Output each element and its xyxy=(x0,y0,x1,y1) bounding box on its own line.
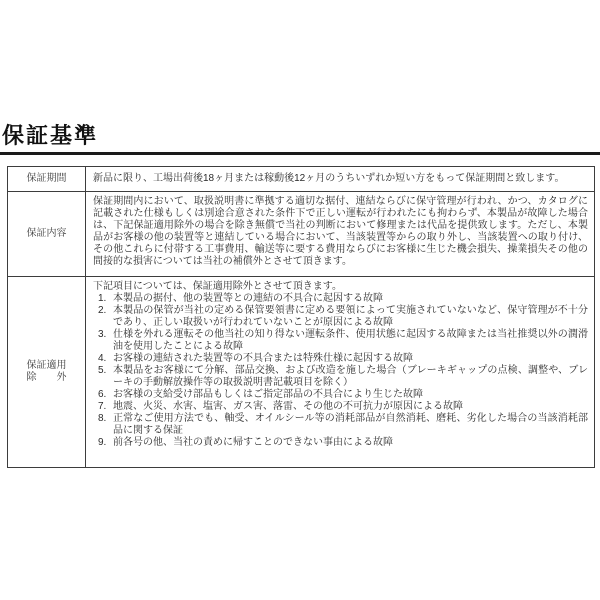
item-text: 前各号の他、当社の責めに帰すことのできない事由による故障 xyxy=(113,437,393,448)
item-text: 本製品の据付、他の装置等との連結の不具合に起因する故障 xyxy=(113,293,383,304)
exclusion-item-7 xyxy=(98,401,588,413)
item-text: 本製品をお客様にて分解、部品交換、および改造を施した場合（ブレーキギャップの点検、調整や、ブレーキの手動解放操作等の取扱説明書記載項目を除く） xyxy=(113,365,588,388)
exclusion-item-2 xyxy=(98,305,588,329)
table-row-warranty-period xyxy=(8,167,594,191)
title-divider-rule xyxy=(0,152,600,155)
row-label-warranty-period xyxy=(8,167,86,191)
row-label-line2: 除 外 xyxy=(26,372,67,383)
exclusions-list xyxy=(93,293,588,449)
exclusion-item-4 xyxy=(98,353,588,365)
row-content-warranty-period xyxy=(86,167,594,191)
row-content-warranty-coverage xyxy=(86,192,594,276)
item-number: 4. xyxy=(98,353,107,364)
exclusion-item-9 xyxy=(98,437,588,449)
exclusion-item-5 xyxy=(98,365,588,389)
item-number: 3. xyxy=(98,329,107,340)
warranty-coverage-text: 保証期間内において、取扱説明書に準拠する適切な据付、連結ならびに保守管理が行われ、かつ、カタログに記載された仕様もしくは別途合意された条件下で正しい運転が行われたにも拘わらず、本製品が故障した場合は、下記保証適用除外の場合を除き無償で当社の判断において修理または代品を提供致します。ただし、本製品がお客様の他の装置等と連結している場合において、当該装置等からの取り外し、当該装置への取り付け、その他これらに付帯する工事費用、輸送等に要する費用ならびにお客様に生じた機会損失、操業損失その他の間接的な損害については当社の補償外とさせて頂きます。 xyxy=(93,196,588,267)
item-number: 5. xyxy=(98,365,107,376)
item-text: 本製品の保管が当社の定める保管要領書に定める要領によって実施されていないなど、保守管理が不十分であり、正しい取扱いが行われていないことが原因による故障 xyxy=(113,305,588,328)
table-row-warranty-exclusions xyxy=(8,276,594,467)
item-number: 2. xyxy=(98,305,107,316)
item-number: 9. xyxy=(98,437,107,448)
item-text: 仕様を外れる運転その他当社の知り得ない運転条件、使用状態に起因する故障または当社推奨以外の潤滑油を使用したことによる故障 xyxy=(113,329,588,352)
item-text: お客様の支給受け部品もしくはご指定部品の不具合により生じた故障 xyxy=(113,389,423,400)
exclusions-intro: 下記項目については、保証適用除外とさせて頂きます。 xyxy=(93,281,342,292)
row-label-warranty-coverage xyxy=(8,192,86,276)
item-number: 1. xyxy=(98,293,107,304)
item-number: 8. xyxy=(98,413,107,424)
item-text: 正常なご使用方法でも、軸受、オイルシール等の消耗部品が自然消耗、磨耗、劣化した場合の当該消耗部品に関する保証 xyxy=(113,413,588,436)
row-label-warranty-exclusions xyxy=(8,277,86,467)
warranty-period-text: 新品に限り、工場出荷後18ヶ月または稼動後12ヶ月のうちいずれか短い方をもって保証期間と致します。 xyxy=(93,173,565,184)
row-label-text: 保証期間 xyxy=(26,173,67,184)
warranty-table xyxy=(7,166,595,468)
exclusion-item-1 xyxy=(98,293,588,305)
item-number: 6. xyxy=(98,389,107,400)
item-text: お客様の連結された装置等の不具合または特殊仕様に起因する故障 xyxy=(113,353,413,364)
row-label-text: 保証内容 xyxy=(26,228,67,239)
exclusion-item-6 xyxy=(98,389,588,401)
item-number: 7. xyxy=(98,401,107,412)
item-text: 地震、火災、水害、塩害、ガス害、落雷、その他の不可抗力が原因による故障 xyxy=(113,401,463,412)
exclusion-item-8 xyxy=(98,413,588,437)
exclusion-item-3 xyxy=(98,329,588,353)
row-content-warranty-exclusions xyxy=(86,277,594,467)
row-label-line1: 保証適用 xyxy=(26,360,67,371)
page-title: 保証基準 xyxy=(2,123,99,148)
table-row-warranty-coverage xyxy=(8,191,594,276)
